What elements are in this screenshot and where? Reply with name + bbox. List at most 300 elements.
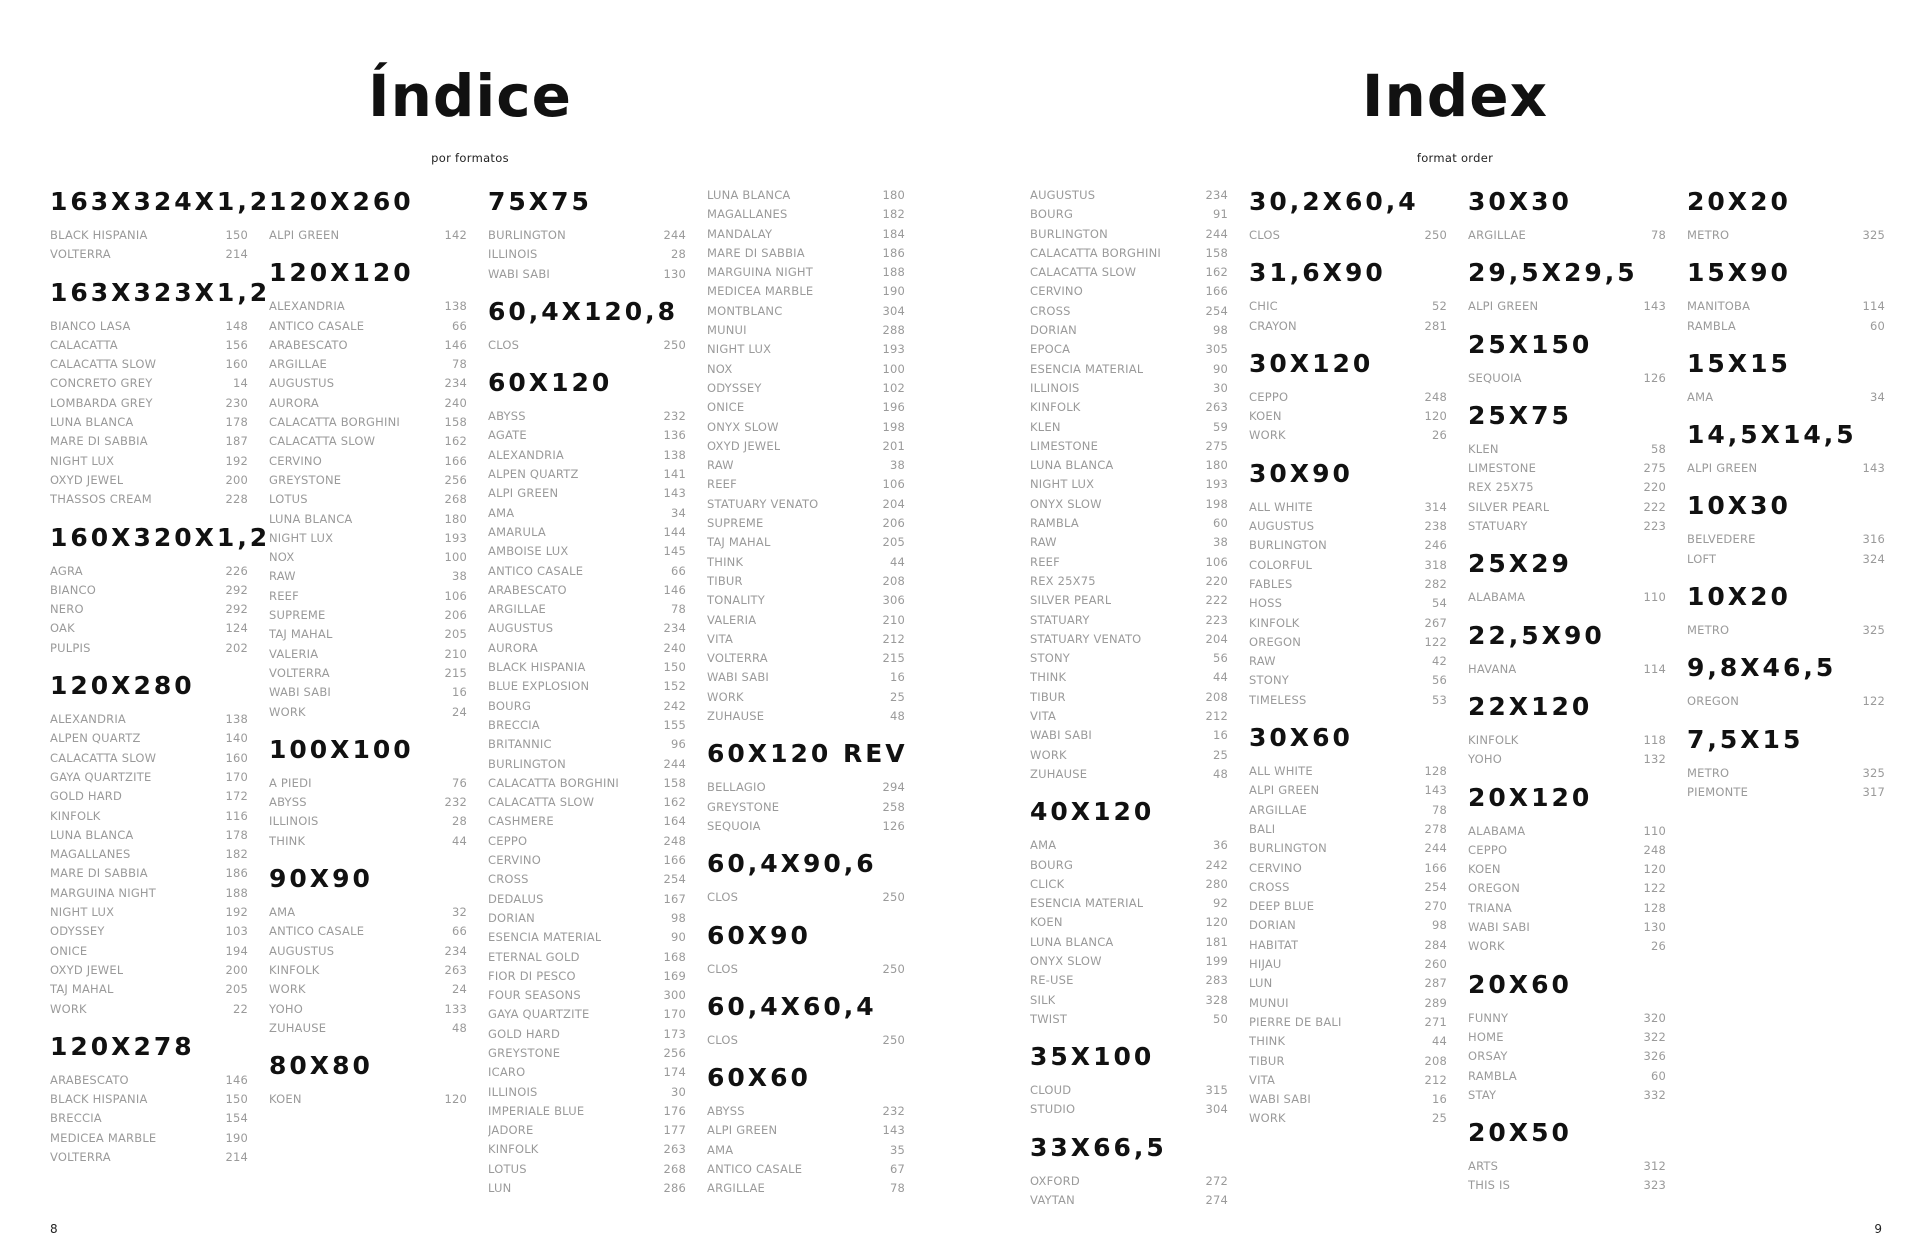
index-entry bbox=[1030, 726, 1228, 745]
entry-name: DORIAN bbox=[1030, 323, 1077, 338]
entry-name: GREYSTONE bbox=[488, 1045, 561, 1060]
format-group bbox=[1468, 691, 1666, 770]
entry-name: KLEN bbox=[1030, 419, 1061, 434]
index-entry bbox=[269, 1090, 467, 1109]
entry-name: KINFOLK bbox=[269, 962, 320, 977]
index-entry bbox=[488, 523, 686, 542]
entry-name: VAYTAN bbox=[1030, 1193, 1075, 1208]
entry-name: VOLTERRA bbox=[707, 651, 768, 666]
entry-page-number: 166 bbox=[1424, 860, 1447, 875]
entry-name: OXYD JEWEL bbox=[707, 438, 781, 453]
index-entry bbox=[707, 418, 905, 437]
entry-page-number: 177 bbox=[663, 1123, 686, 1138]
index-entry bbox=[488, 265, 686, 284]
index-entry bbox=[1468, 588, 1666, 607]
entry-page-number: 91 bbox=[1212, 207, 1228, 222]
index-entry bbox=[1030, 553, 1228, 572]
index-entry bbox=[269, 683, 467, 702]
index-entry bbox=[707, 553, 905, 572]
index-entry bbox=[488, 1005, 686, 1024]
index-entry bbox=[707, 186, 905, 205]
entry-page-number: 212 bbox=[882, 631, 905, 646]
format-heading: 14,5X14,5 bbox=[1687, 420, 1857, 450]
format-group bbox=[50, 1031, 248, 1167]
entry-page-number: 182 bbox=[225, 847, 248, 862]
format-group bbox=[1468, 620, 1666, 679]
entry-name: MUNUI bbox=[707, 323, 747, 338]
index-entry bbox=[1687, 459, 1885, 478]
index-entry bbox=[1468, 517, 1666, 536]
index-entry bbox=[269, 297, 467, 316]
index-entry bbox=[269, 942, 467, 961]
entry-name: CLOS bbox=[488, 337, 520, 352]
entry-name: HIJAU bbox=[1249, 957, 1282, 972]
entry-page-number: 166 bbox=[444, 453, 467, 468]
index-entry bbox=[1249, 594, 1447, 613]
entry-name: WABI SABI bbox=[1249, 1092, 1312, 1107]
index-entry bbox=[1249, 1032, 1447, 1051]
entry-page-number: 180 bbox=[444, 511, 467, 526]
entry-page-number: 314 bbox=[1424, 499, 1447, 514]
entry-name: HABITAT bbox=[1249, 937, 1299, 952]
entry-name: ARTS bbox=[1468, 1159, 1499, 1174]
entry-name: CLOUD bbox=[1030, 1083, 1072, 1098]
entry-name: STATUARY VENATO bbox=[707, 496, 819, 511]
entry-page-number: 143 bbox=[1862, 461, 1885, 476]
entry-name: ONYX SLOW bbox=[1030, 953, 1102, 968]
entry-name: THINK bbox=[269, 833, 306, 848]
entry-name: ARABESCATO bbox=[488, 582, 567, 597]
index-entry bbox=[1468, 459, 1666, 478]
entry-name: ALPI GREEN bbox=[269, 228, 340, 242]
index-entry bbox=[1249, 974, 1447, 993]
entry-name: AGATE bbox=[488, 428, 527, 443]
entry-name: LUNA BLANCA bbox=[50, 827, 134, 842]
index-entry bbox=[1030, 282, 1228, 301]
entry-page-number: 258 bbox=[882, 799, 905, 814]
index-entry bbox=[1030, 302, 1228, 321]
entry-page-number: 14 bbox=[232, 376, 248, 391]
page-number: 8 bbox=[50, 1222, 58, 1236]
entry-name: CEPPO bbox=[1249, 389, 1289, 404]
entry-page-number: 78 bbox=[670, 602, 686, 617]
entry-name: NOX bbox=[707, 361, 733, 376]
index-entry bbox=[1687, 226, 1885, 245]
index-entry bbox=[1249, 994, 1447, 1013]
entry-page-number: 188 bbox=[225, 885, 248, 900]
entry-page-number: 226 bbox=[225, 563, 248, 578]
index-entry bbox=[707, 798, 905, 817]
entry-name: VITA bbox=[1249, 1072, 1276, 1087]
entry-name: STUDIO bbox=[1030, 1102, 1076, 1117]
index-entry bbox=[707, 1102, 905, 1121]
index-entry bbox=[50, 845, 248, 864]
index-entry bbox=[1249, 916, 1447, 935]
index-entry bbox=[269, 529, 467, 548]
entry-page-number: 193 bbox=[882, 342, 905, 357]
entry-page-number: 187 bbox=[225, 434, 248, 449]
format-heading: 40X120 bbox=[1030, 797, 1155, 827]
entry-name: CALACATTA SLOW bbox=[269, 434, 376, 449]
entry-name: WORK bbox=[1030, 747, 1067, 762]
index-entry bbox=[1468, 750, 1666, 769]
index-entry bbox=[50, 961, 248, 980]
entry-page-number: 263 bbox=[663, 1142, 686, 1157]
entry-page-number: 305 bbox=[1205, 342, 1228, 357]
entry-name: THINK bbox=[1249, 1034, 1286, 1049]
index-entry bbox=[488, 967, 686, 986]
entry-name: ALEXANDRIA bbox=[269, 299, 345, 314]
entry-page-number: 60 bbox=[1869, 318, 1885, 333]
entry-name: AUGUSTUS bbox=[1249, 519, 1315, 534]
entry-name: NOX bbox=[269, 550, 295, 565]
entry-page-number: 190 bbox=[882, 284, 905, 299]
format-heading: 15X15 bbox=[1687, 348, 1791, 378]
entry-name: LUNA BLANCA bbox=[269, 511, 353, 526]
index-entry bbox=[488, 755, 686, 774]
index-entry bbox=[1030, 971, 1228, 990]
entry-name: REEF bbox=[269, 588, 299, 603]
entry-page-number: 102 bbox=[882, 380, 905, 395]
index-entry bbox=[707, 360, 905, 379]
entry-name: ARGILLAE bbox=[1468, 228, 1526, 242]
entry-page-number: 278 bbox=[1424, 821, 1447, 836]
entry-page-number: 250 bbox=[663, 337, 686, 352]
index-entry bbox=[707, 475, 905, 494]
format-group bbox=[488, 186, 686, 284]
entry-name: LUNA BLANCA bbox=[1030, 458, 1114, 473]
index-entry bbox=[50, 581, 248, 600]
entry-page-number: 240 bbox=[444, 395, 467, 410]
index-column bbox=[1687, 186, 1885, 814]
index-entry bbox=[50, 1071, 248, 1090]
entry-page-number: 268 bbox=[444, 492, 467, 507]
format-group bbox=[1468, 548, 1666, 607]
entry-name: AMA bbox=[1030, 838, 1057, 853]
index-entry bbox=[707, 960, 905, 979]
entry-name: AURORA bbox=[269, 395, 319, 410]
format-heading: 22,5X90 bbox=[1468, 620, 1605, 650]
index-entry bbox=[707, 456, 905, 475]
entry-name: CRAYON bbox=[1249, 318, 1297, 333]
entry-name: ALPI GREEN bbox=[1468, 299, 1539, 314]
entry-page-number: 254 bbox=[1424, 879, 1447, 894]
entry-page-number: 122 bbox=[1862, 694, 1885, 709]
entry-name: CERVINO bbox=[488, 853, 541, 868]
index-entry bbox=[707, 321, 905, 340]
entry-page-number: 288 bbox=[882, 323, 905, 338]
entry-name: IMPERIALE BLUE bbox=[488, 1103, 585, 1118]
entry-page-number: 58 bbox=[1650, 441, 1666, 456]
entry-page-number: 240 bbox=[663, 640, 686, 655]
format-group bbox=[1687, 652, 1885, 711]
entry-name: ICARO bbox=[488, 1065, 526, 1080]
entry-name: WORK bbox=[1468, 939, 1505, 954]
entry-page-number: 234 bbox=[444, 376, 467, 391]
entry-page-number: 162 bbox=[1205, 265, 1228, 280]
entry-page-number: 140 bbox=[225, 731, 248, 746]
entry-page-number: 180 bbox=[1205, 458, 1228, 473]
entry-page-number: 275 bbox=[1205, 438, 1228, 453]
entry-name: LOTUS bbox=[269, 492, 308, 507]
entry-name: PIEMONTE bbox=[1687, 784, 1749, 799]
index-column bbox=[50, 186, 271, 1179]
index-entry bbox=[1030, 495, 1228, 514]
entry-page-number: 186 bbox=[882, 245, 905, 260]
entry-name: WABI SABI bbox=[1030, 728, 1093, 743]
entry-name: STAY bbox=[1468, 1087, 1497, 1102]
entry-name: ONICE bbox=[707, 400, 745, 415]
entry-page-number: 200 bbox=[225, 472, 248, 487]
index-entry bbox=[1030, 894, 1228, 913]
format-group bbox=[1468, 257, 1666, 316]
entry-page-number: 323 bbox=[1643, 1178, 1666, 1193]
entry-name: ARABESCATO bbox=[50, 1072, 129, 1087]
format-heading: 120X120 bbox=[269, 258, 414, 288]
entry-page-number: 114 bbox=[1862, 299, 1885, 314]
entry-page-number: 92 bbox=[1212, 896, 1228, 911]
format-heading: 9,8X46,5 bbox=[1687, 653, 1837, 683]
index-entry bbox=[488, 426, 686, 445]
entry-name: MEDICEA MARBLE bbox=[50, 1130, 157, 1145]
entry-page-number: 289 bbox=[1424, 995, 1447, 1010]
index-entry bbox=[707, 688, 905, 707]
format-group bbox=[1687, 724, 1885, 803]
index-entry bbox=[1249, 936, 1447, 955]
entry-page-number: 256 bbox=[663, 1045, 686, 1060]
entry-page-number: 122 bbox=[1424, 634, 1447, 649]
entry-name: NERO bbox=[50, 602, 84, 617]
entry-page-number: 328 bbox=[1205, 992, 1228, 1007]
entry-name: ODYSSEY bbox=[707, 380, 762, 395]
entry-name: SUPREME bbox=[707, 516, 764, 531]
index-entry bbox=[1249, 407, 1447, 426]
entry-page-number: 162 bbox=[444, 434, 467, 449]
index-entry bbox=[488, 484, 686, 503]
entry-name: ALL WHITE bbox=[1249, 764, 1313, 779]
format-heading: 60X60 bbox=[707, 1063, 811, 1093]
index-entry bbox=[707, 707, 905, 726]
format-heading: 80X80 bbox=[269, 1051, 373, 1081]
entry-name: NIGHT LUX bbox=[50, 453, 115, 468]
format-heading: 75X75 bbox=[488, 187, 592, 216]
entry-name: BURLINGTON bbox=[1030, 226, 1108, 241]
entry-name: TAJ MAHAL bbox=[269, 627, 333, 642]
entry-page-number: 215 bbox=[444, 665, 467, 680]
entry-name: GOLD HARD bbox=[488, 1026, 561, 1041]
index-entry bbox=[1687, 764, 1885, 783]
entry-name: ANTICO CASALE bbox=[707, 1161, 803, 1176]
entry-page-number: 120 bbox=[1205, 915, 1228, 930]
entry-page-number: 44 bbox=[1431, 1034, 1447, 1049]
entry-page-number: 294 bbox=[882, 780, 905, 795]
format-group bbox=[1030, 1132, 1228, 1211]
entry-page-number: 138 bbox=[663, 447, 686, 462]
entry-page-number: 248 bbox=[1643, 842, 1666, 857]
index-entry bbox=[1687, 783, 1885, 802]
entry-name: ARGILLAE bbox=[1249, 802, 1307, 817]
entry-name: WORK bbox=[1249, 428, 1286, 443]
entry-page-number: 158 bbox=[1205, 245, 1228, 260]
format-heading: 20X120 bbox=[1468, 782, 1593, 812]
entry-page-number: 196 bbox=[882, 400, 905, 415]
entry-page-number: 315 bbox=[1205, 1083, 1228, 1098]
entry-name: MARGUINA NIGHT bbox=[707, 265, 814, 280]
entry-name: LIMESTONE bbox=[1468, 461, 1537, 476]
entry-page-number: 146 bbox=[663, 582, 686, 597]
entry-name: AMA bbox=[488, 505, 515, 520]
entry-name: DEEP BLUE bbox=[1249, 899, 1315, 914]
index-entry bbox=[269, 606, 467, 625]
entry-page-number: 143 bbox=[882, 1123, 905, 1138]
index-entry bbox=[269, 922, 467, 941]
index-entry bbox=[1249, 691, 1447, 710]
index-entry bbox=[1468, 660, 1666, 679]
format-group bbox=[488, 296, 686, 355]
index-entry bbox=[1030, 1010, 1228, 1029]
index-entry bbox=[269, 394, 467, 413]
entry-name: BIANCO LASA bbox=[50, 318, 131, 333]
index-column bbox=[1030, 186, 1228, 1222]
entry-page-number: 148 bbox=[225, 318, 248, 333]
entry-page-number: 244 bbox=[663, 756, 686, 771]
entry-page-number: 206 bbox=[882, 516, 905, 531]
entry-page-number: 141 bbox=[663, 467, 686, 482]
format-group bbox=[1468, 782, 1666, 957]
index-entry bbox=[1249, 820, 1447, 839]
page-subtitle-por-formatos: por formatos bbox=[431, 151, 509, 165]
entry-name: WORK bbox=[707, 689, 744, 704]
format-heading: 15X90 bbox=[1687, 258, 1791, 288]
index-entry bbox=[1249, 517, 1447, 536]
entry-page-number: 16 bbox=[1431, 1092, 1447, 1107]
index-entry bbox=[488, 677, 686, 696]
entry-page-number: 176 bbox=[663, 1103, 686, 1118]
entry-name: TIBUR bbox=[1030, 689, 1066, 704]
entry-page-number: 120 bbox=[444, 1092, 467, 1107]
index-entry bbox=[1687, 621, 1885, 640]
entry-page-number: 168 bbox=[663, 949, 686, 964]
entry-name: BURLINGTON bbox=[1249, 538, 1327, 553]
entry-page-number: 143 bbox=[663, 486, 686, 501]
index-entry bbox=[1468, 1086, 1666, 1105]
entry-name: SILK bbox=[1030, 992, 1056, 1007]
index-entry bbox=[707, 302, 905, 321]
index-entry bbox=[1030, 514, 1228, 533]
index-entry bbox=[269, 1019, 467, 1038]
entry-name: RAMBLA bbox=[1030, 516, 1079, 531]
entry-page-number: 180 bbox=[882, 188, 905, 202]
entry-page-number: 212 bbox=[1205, 709, 1228, 724]
entry-name: ZUHAUSE bbox=[707, 709, 765, 724]
entry-page-number: 304 bbox=[1205, 1102, 1228, 1117]
entry-name: TIBUR bbox=[1249, 1053, 1285, 1068]
index-entry bbox=[707, 888, 905, 907]
format-group bbox=[50, 670, 248, 1019]
entry-page-number: 263 bbox=[1205, 400, 1228, 415]
entry-name: FOUR SEASONS bbox=[488, 988, 581, 1003]
entry-page-number: 205 bbox=[882, 535, 905, 550]
entry-name: ETERNAL GOLD bbox=[488, 949, 580, 964]
entry-page-number: 292 bbox=[225, 602, 248, 617]
index-entry bbox=[1030, 398, 1228, 417]
entry-page-number: 181 bbox=[1205, 934, 1228, 949]
entry-page-number: 212 bbox=[1424, 1072, 1447, 1087]
index-entry bbox=[1468, 860, 1666, 879]
entry-name: AGRA bbox=[50, 563, 83, 578]
entry-page-number: 59 bbox=[1212, 419, 1228, 434]
format-group bbox=[1249, 458, 1447, 710]
entry-page-number: 56 bbox=[1431, 673, 1447, 688]
format-group bbox=[1030, 796, 1228, 1029]
index-entry bbox=[1030, 952, 1228, 971]
entry-page-number: 128 bbox=[1643, 900, 1666, 915]
index-entry bbox=[50, 1148, 248, 1167]
entry-name: CALACATTA BORGHINI bbox=[269, 415, 400, 430]
entry-name: THINK bbox=[1030, 670, 1067, 685]
format-heading: 60X120 REV bbox=[707, 739, 908, 769]
index-entry bbox=[1687, 530, 1885, 549]
index-entry bbox=[1030, 379, 1228, 398]
index-entry bbox=[269, 625, 467, 644]
entry-page-number: 53 bbox=[1431, 692, 1447, 707]
format-heading: 60X90 bbox=[707, 920, 811, 950]
entry-page-number: 232 bbox=[882, 1104, 905, 1119]
index-entry bbox=[50, 787, 248, 806]
entry-name: NIGHT LUX bbox=[50, 905, 115, 920]
entry-page-number: 146 bbox=[225, 1072, 248, 1087]
index-column bbox=[1468, 186, 1666, 1208]
format-group bbox=[488, 367, 686, 1198]
entry-name: AUGUSTUS bbox=[269, 376, 335, 391]
entry-page-number: 202 bbox=[225, 640, 248, 655]
page-number: 9 bbox=[1874, 1222, 1882, 1236]
entry-page-number: 244 bbox=[1424, 841, 1447, 856]
index-entry bbox=[488, 639, 686, 658]
index-entry bbox=[1468, 297, 1666, 316]
entry-name: TONALITY bbox=[707, 593, 765, 608]
entry-name: KOEN bbox=[1468, 862, 1501, 877]
entry-name: AMA bbox=[707, 1142, 734, 1157]
index-entry bbox=[1468, 1157, 1666, 1176]
entry-page-number: 256 bbox=[444, 472, 467, 487]
entry-name: VOLTERRA bbox=[50, 247, 111, 262]
entry-page-number: 66 bbox=[670, 563, 686, 578]
index-entry bbox=[50, 1000, 248, 1019]
entry-page-number: 124 bbox=[225, 621, 248, 636]
index-entry bbox=[707, 1179, 905, 1198]
index-entry bbox=[1030, 856, 1228, 875]
entry-name: ANTICO CASALE bbox=[488, 563, 584, 578]
entry-name: CALACATTA BORGHINI bbox=[488, 775, 619, 790]
entry-page-number: 138 bbox=[225, 712, 248, 727]
entry-page-number: 36 bbox=[1212, 838, 1228, 853]
format-heading: 100X100 bbox=[269, 734, 414, 764]
entry-page-number: 193 bbox=[444, 530, 467, 545]
entry-page-number: 100 bbox=[444, 550, 467, 565]
entry-page-number: 174 bbox=[663, 1065, 686, 1080]
index-entry bbox=[1030, 475, 1228, 494]
index-entry bbox=[269, 336, 467, 355]
entry-page-number: 145 bbox=[663, 544, 686, 559]
entry-page-number: 317 bbox=[1862, 784, 1885, 799]
entry-page-number: 242 bbox=[663, 698, 686, 713]
index-entry bbox=[50, 1109, 248, 1128]
index-entry bbox=[1249, 897, 1447, 916]
entry-page-number: 150 bbox=[663, 660, 686, 675]
entry-page-number: 178 bbox=[225, 415, 248, 430]
entry-name: VOLTERRA bbox=[269, 665, 330, 680]
